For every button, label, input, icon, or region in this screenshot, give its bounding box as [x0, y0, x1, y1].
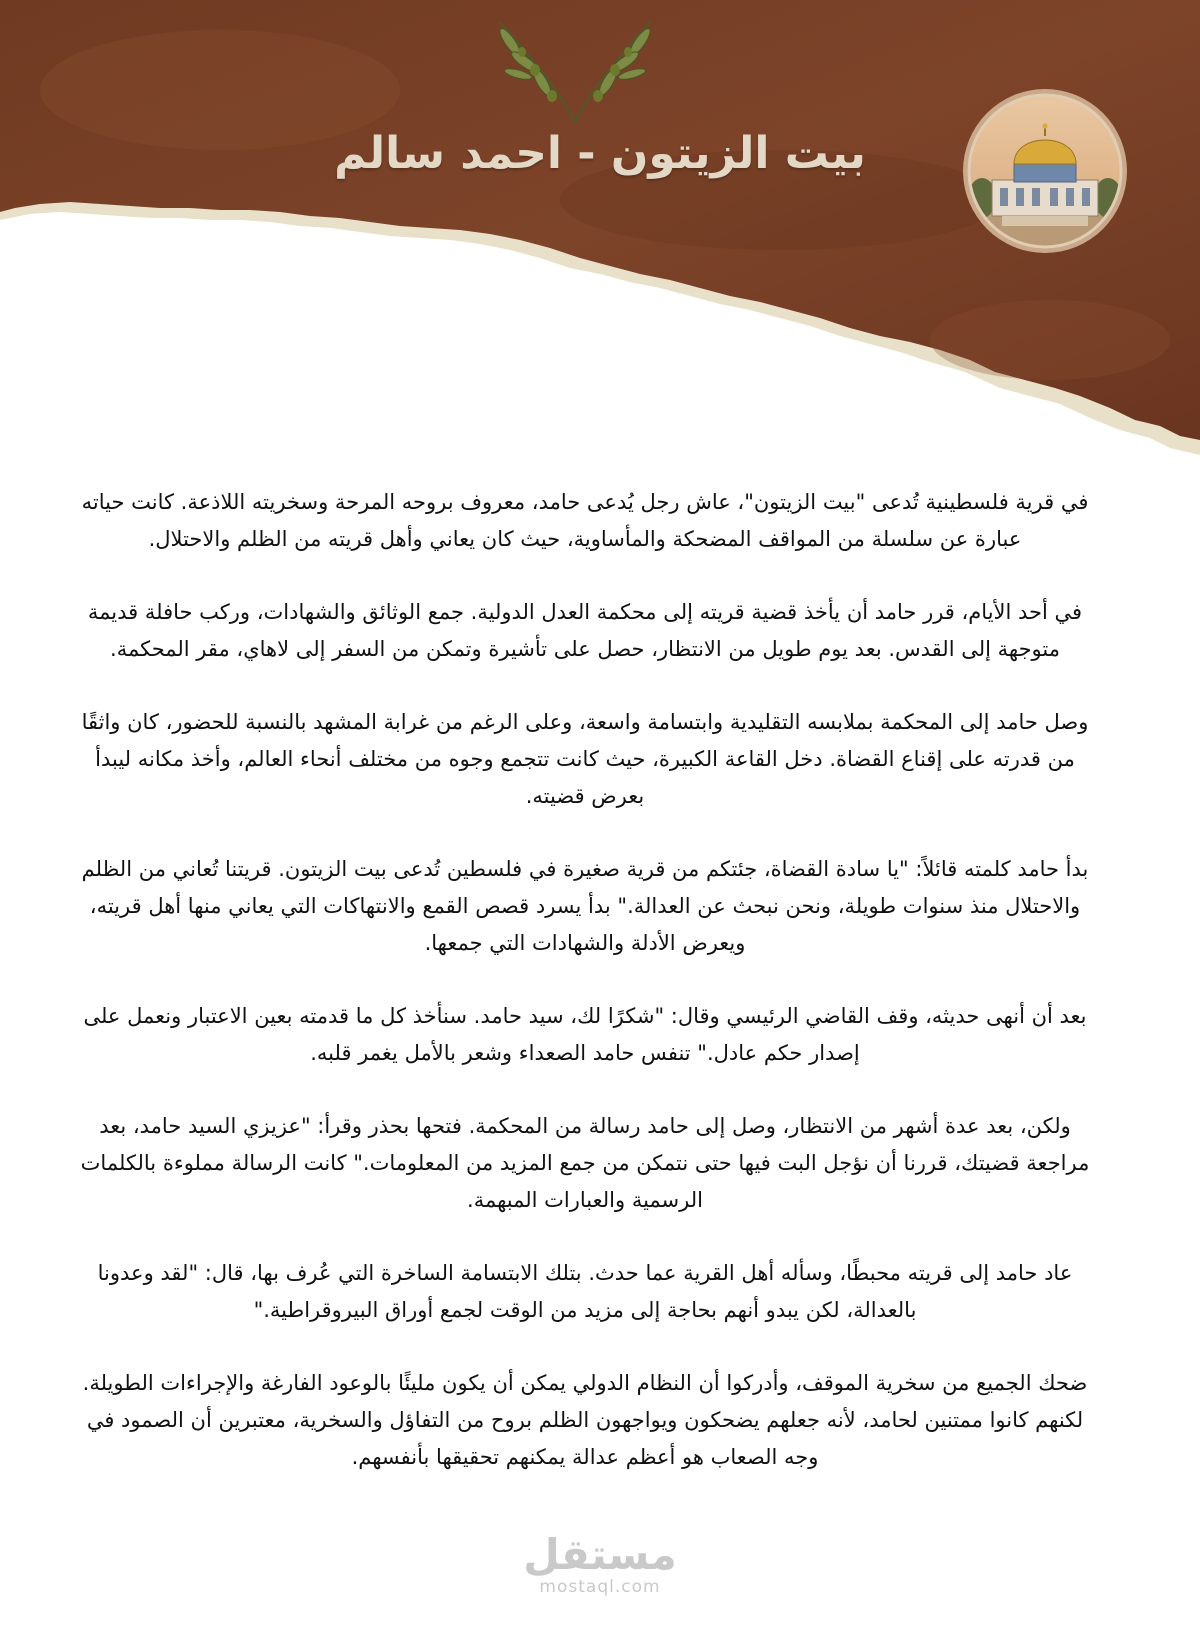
story-paragraph-3: وصل حامد إلى المحكمة بملابسه التقليدية وابتسامة واسعة، وعلى الرغم من غرابة المشهد بالنسبة للحضور، كان واثقًا من قدرته على إقناع القضاة. دخل القاعة الكبيرة، حيث كانت تتجمع وجوه من مختلف أنحاء العالم، وأخذ مكانه ليبدأ بعرض قضيته.	[81, 710, 1089, 808]
page-title: بيت الزيتون - احمد سالم	[334, 128, 866, 179]
story-paragraph-8: ضحك الجميع من سخرية الموقف، وأدركوا أن النظام الدولي يمكن أن يكون مليئًا بالوعود الفارغة والإجراءات الطويلة. لكنهم كانوا ممتنين لحامد، لأنه جعلهم يضحكون ويواجهون الظلم بروح من التفاؤل والسخرية، معتبرين أن الصمود في وجه الصعاب هو أعظم عدالة يمكنهم تحقيقها بأنفسهم.	[82, 1371, 1088, 1469]
story-paragraph-7: عاد حامد إلى قريته محبطًا، وسأله أهل القرية عما حدث. بتلك الابتسامة الساخرة التي عُرف بها، قال: "لقد وعدونا بالعدالة، لكن يبدو أنهم بحاجة إلى مزيد من الوقت لجمع أوراق البيروقراطية."	[97, 1261, 1073, 1322]
story-body	[70, 484, 1100, 1512]
olive-branch-icon	[480, 12, 670, 132]
story-paragraph-2: في أحد الأيام، قرر حامد أن يأخذ قضية قريته إلى محكمة العدل الدولية. جمع الوثائق والشهادات، وركب حافلة قديمة متوجهة إلى القدس. بعد يوم طويل من الانتظار، حصل على تأشيرة وتمكن من السفر إلى لاهاي، مقر المحكمة.	[87, 600, 1083, 661]
mostaql-watermark	[520, 1532, 680, 1596]
mostaql-logo: مستقل	[523, 1530, 677, 1579]
story-paragraph-5: بعد أن أنهى حديثه، وقف القاضي الرئيسي وقال: "شكرًا لك، سيد حامد. سنأخذ كل ما قدمته بعين الاعتبار ونعمل على إصدار حكم عادل." تنفس حامد الصعداء وشعر بالأمل يغمر قلبه.	[83, 1004, 1087, 1065]
dome-of-the-rock-icon	[962, 88, 1128, 254]
mostaql-url: mostaql.com	[539, 1577, 661, 1597]
story-paragraph-6: ولكن، بعد عدة أشهر من الانتظار، وصل إلى حامد رسالة من المحكمة. فتحها بحذر وقرأ: "عزيزي السيد حامد، بعد مراجعة قضيتك، قررنا أن نؤجل البت فيها حتى نتمكن من جمع المزيد من المعلومات." كانت الرسالة مملوءة بالكلمات الرسمية والعبارات المبهمة.	[80, 1114, 1090, 1212]
story-paragraph-1: في قرية فلسطينية تُدعى "بيت الزيتون"، عاش رجل يُدعى حامد، معروف بروحه المرحة وسخريته اللاذعة. كانت حياته عبارة عن سلسلة من المواقف المضحكة والمأساوية، حيث كان يعاني وأهل قريته من الظلم والاحتلال.	[81, 490, 1089, 551]
story-paragraph-4: بدأ حامد كلمته قائلاً: "يا سادة القضاة، جئتكم من قرية صغيرة في فلسطين تُدعى بيت الزيتون. قريتنا تُعاني من الظلم والاحتلال منذ سنوات طويلة، ونحن نبحث عن العدالة." بدأ يسرد قصص القمع والانتهاكات التي يعاني منها أهل قريته، ويعرض الأدلة والشهادات التي جمعها.	[81, 857, 1089, 955]
